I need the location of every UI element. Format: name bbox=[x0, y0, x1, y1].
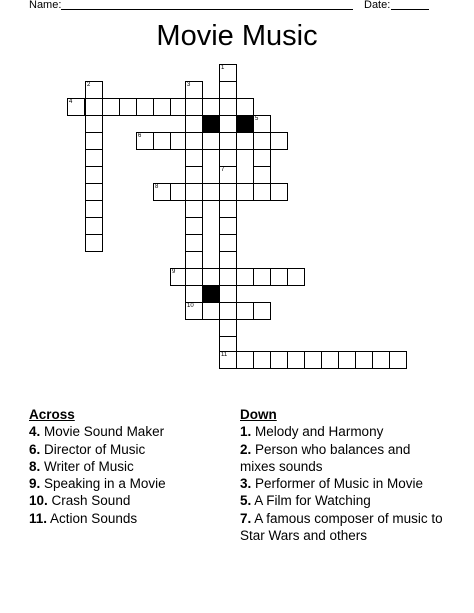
crossword-cell[interactable] bbox=[219, 319, 237, 337]
crossword-cell[interactable] bbox=[219, 200, 237, 218]
crossword-cell[interactable] bbox=[119, 98, 137, 116]
crossword-cell[interactable] bbox=[236, 351, 254, 369]
down-clue-list bbox=[240, 423, 445, 544]
clue-number: 10 bbox=[187, 303, 194, 309]
crossword-cell[interactable] bbox=[219, 285, 237, 303]
crossword-block bbox=[202, 115, 220, 133]
crossword-block bbox=[236, 115, 254, 133]
page-title: Movie Music bbox=[156, 20, 318, 52]
crossword-cell[interactable] bbox=[219, 132, 237, 150]
crossword-cell[interactable] bbox=[85, 166, 103, 184]
clue-text: A famous composer of music to Star Wars and others bbox=[240, 510, 443, 544]
crossword-cell[interactable] bbox=[219, 217, 237, 235]
crossword-cell[interactable] bbox=[219, 302, 237, 320]
crossword-cell[interactable] bbox=[270, 132, 288, 150]
clue-text: Movie Sound Maker bbox=[40, 424, 165, 440]
clue-number: 1 bbox=[221, 65, 225, 71]
down-heading: Down bbox=[240, 407, 277, 422]
clue-number-label: 7. bbox=[240, 510, 252, 526]
crossword-cell[interactable] bbox=[185, 166, 203, 184]
crossword-cell[interactable] bbox=[253, 132, 271, 150]
crossword-cell[interactable] bbox=[202, 183, 220, 201]
crossword-cell[interactable] bbox=[202, 302, 220, 320]
crossword-cell[interactable] bbox=[372, 351, 390, 369]
crossword-cell[interactable] bbox=[219, 98, 237, 116]
crossword-cell[interactable] bbox=[253, 115, 271, 133]
across-clue bbox=[29, 441, 219, 458]
crossword-cell[interactable] bbox=[85, 115, 103, 133]
crossword-cell[interactable] bbox=[253, 351, 271, 369]
across-heading: Across bbox=[29, 407, 75, 422]
crossword-cell[interactable] bbox=[136, 132, 154, 150]
crossword-cell[interactable] bbox=[236, 98, 254, 116]
crossword-cell[interactable] bbox=[85, 200, 103, 218]
date-label: Date: bbox=[364, 0, 391, 11]
across-clue bbox=[29, 492, 219, 509]
clue-number-label: 9. bbox=[29, 476, 41, 492]
crossword-cell[interactable] bbox=[236, 268, 254, 286]
crossword-cell[interactable] bbox=[185, 98, 203, 116]
clue-text: Action Sounds bbox=[47, 510, 138, 526]
crossword-cell[interactable] bbox=[185, 234, 203, 252]
crossword-cell[interactable] bbox=[236, 183, 254, 201]
clue-number: 5 bbox=[255, 116, 259, 122]
crossword-cell[interactable] bbox=[102, 98, 120, 116]
crossword-cell[interactable] bbox=[185, 268, 203, 286]
crossword-cell[interactable] bbox=[85, 132, 103, 150]
crossword-cell[interactable] bbox=[219, 234, 237, 252]
crossword-cell[interactable] bbox=[219, 251, 237, 269]
crossword-cell[interactable] bbox=[253, 302, 271, 320]
across-clues bbox=[29, 406, 219, 527]
crossword-cell[interactable] bbox=[287, 268, 305, 286]
crossword-cell[interactable] bbox=[185, 302, 203, 320]
clue-text: Writer of Music bbox=[40, 458, 134, 474]
clue-number: 9 bbox=[172, 269, 176, 275]
crossword-cell[interactable] bbox=[253, 183, 271, 201]
crossword-block bbox=[202, 285, 220, 303]
across-clue bbox=[29, 458, 219, 475]
crossword-cell[interactable] bbox=[85, 234, 103, 252]
crossword-cell[interactable] bbox=[219, 115, 237, 133]
crossword-cell[interactable] bbox=[304, 351, 322, 369]
clue-number: 3 bbox=[187, 82, 191, 88]
crossword-cell[interactable] bbox=[270, 268, 288, 286]
crossword-cell[interactable] bbox=[67, 98, 85, 116]
crossword-cell[interactable] bbox=[253, 166, 271, 184]
clue-number-label: 2. bbox=[240, 441, 252, 457]
crossword-cell[interactable] bbox=[85, 217, 103, 235]
clue-number-label: 4. bbox=[29, 424, 41, 440]
crossword-cell[interactable] bbox=[185, 200, 203, 218]
crossword-cell[interactable] bbox=[236, 132, 254, 150]
clue-number-label: 10. bbox=[29, 493, 48, 509]
clue-text: A Film for Watching bbox=[251, 493, 371, 509]
crossword-cell[interactable] bbox=[185, 183, 203, 201]
crossword-cell[interactable] bbox=[185, 251, 203, 269]
crossword-cell[interactable] bbox=[185, 285, 203, 303]
crossword-cell[interactable] bbox=[185, 132, 203, 150]
crossword-cell[interactable] bbox=[270, 183, 288, 201]
crossword-cell[interactable] bbox=[153, 98, 171, 116]
down-clue bbox=[240, 492, 445, 509]
crossword-cell[interactable] bbox=[85, 98, 103, 116]
down-clue bbox=[240, 475, 445, 492]
crossword-cell[interactable] bbox=[219, 268, 237, 286]
crossword-cell[interactable] bbox=[219, 351, 237, 369]
clue-number: 8 bbox=[155, 184, 159, 190]
across-clue bbox=[29, 475, 219, 492]
crossword-cell[interactable] bbox=[185, 81, 203, 99]
crossword-cell[interactable] bbox=[202, 98, 220, 116]
across-clue bbox=[29, 510, 219, 527]
across-clue bbox=[29, 423, 219, 440]
crossword-cell[interactable] bbox=[185, 149, 203, 167]
crossword-cell[interactable] bbox=[85, 149, 103, 167]
down-clue bbox=[240, 510, 445, 545]
crossword-cell[interactable] bbox=[85, 183, 103, 201]
across-clue-list bbox=[29, 423, 219, 527]
clue-text: Melody and Harmony bbox=[251, 424, 384, 440]
crossword-cell[interactable] bbox=[321, 351, 339, 369]
crossword-cell[interactable] bbox=[202, 132, 220, 150]
crossword-cell[interactable] bbox=[219, 64, 237, 82]
clue-number: 7 bbox=[221, 167, 225, 173]
clue-text: Crash Sound bbox=[47, 493, 131, 509]
crossword-cell[interactable] bbox=[219, 166, 237, 184]
clue-text: Director of Music bbox=[40, 441, 146, 457]
crossword-cell[interactable] bbox=[185, 217, 203, 235]
clue-number: 4 bbox=[69, 99, 73, 105]
clue-number: 6 bbox=[138, 133, 142, 139]
crossword-cell[interactable] bbox=[219, 149, 237, 167]
clue-number-label: 1. bbox=[240, 424, 252, 440]
crossword-cell[interactable] bbox=[153, 183, 171, 201]
down-clue bbox=[240, 441, 445, 476]
name-label: Name: bbox=[29, 0, 62, 11]
clue-number-label: 5. bbox=[240, 493, 252, 509]
crossword-cell[interactable] bbox=[270, 351, 288, 369]
crossword-cell[interactable] bbox=[287, 351, 305, 369]
crossword-cell[interactable] bbox=[136, 98, 154, 116]
crossword-cell[interactable] bbox=[219, 183, 237, 201]
down-clues bbox=[240, 406, 445, 544]
crossword-cell[interactable] bbox=[85, 81, 103, 99]
clue-number: 2 bbox=[87, 82, 91, 88]
clue-number: 11 bbox=[221, 352, 228, 358]
crossword-cell[interactable] bbox=[389, 351, 407, 369]
crossword-cell[interactable] bbox=[153, 132, 171, 150]
crossword-cell[interactable] bbox=[185, 115, 203, 133]
down-clue bbox=[240, 423, 445, 440]
clue-text: Performer of Music in Movie bbox=[251, 476, 424, 492]
crossword-cell[interactable] bbox=[236, 302, 254, 320]
crossword-cell[interactable] bbox=[219, 81, 237, 99]
clue-text: Speaking in a Movie bbox=[40, 476, 166, 492]
clue-text: Person who balances and mixes sounds bbox=[240, 441, 411, 474]
clue-number-label: 8. bbox=[29, 458, 41, 474]
clue-number-label: 6. bbox=[29, 441, 41, 457]
clue-number-label: 11. bbox=[29, 510, 48, 526]
crossword-cell[interactable] bbox=[253, 268, 271, 286]
crossword-cell[interactable] bbox=[253, 149, 271, 167]
crossword-cell[interactable] bbox=[202, 268, 220, 286]
crossword-cell[interactable] bbox=[338, 351, 356, 369]
clue-number-label: 3. bbox=[240, 476, 252, 492]
crossword-cell[interactable] bbox=[355, 351, 373, 369]
